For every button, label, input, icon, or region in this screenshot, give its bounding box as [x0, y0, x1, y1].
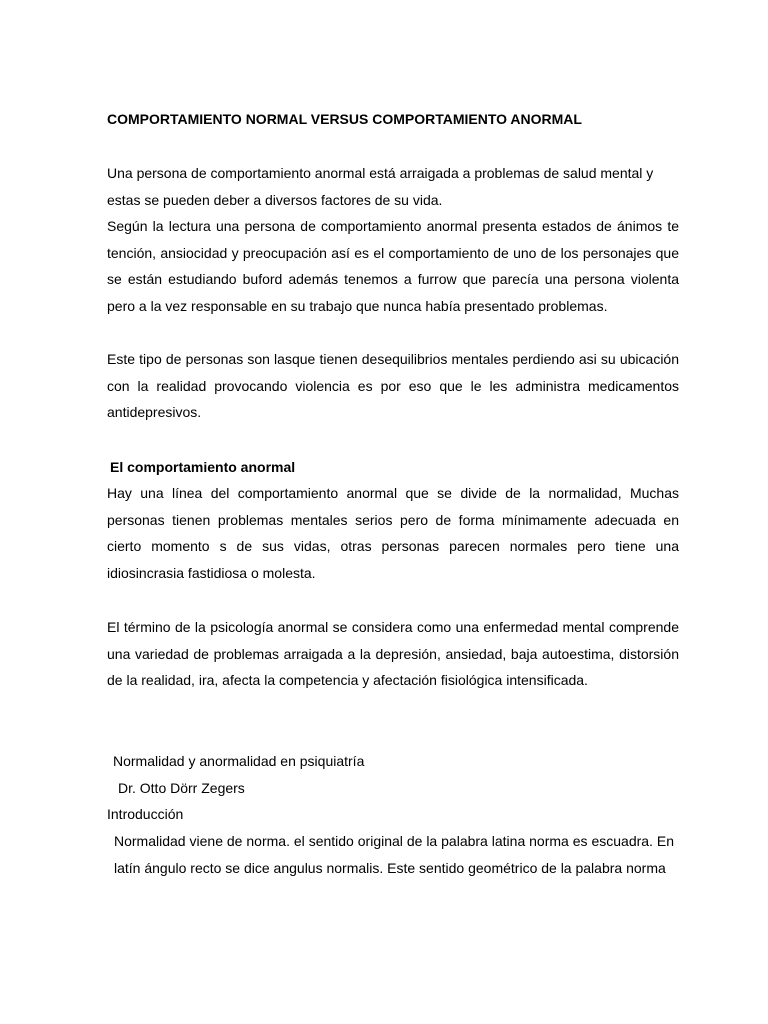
paragraph-line: Hay una línea del comportamiento anormal que se divide de la normalidad, Muchas personas tienen problemas mentales serios pero de forma mínimamente adecuada en cierto momento s de sus vidas, otras personas parecen normales pero tiene una idiosincrasia fastidiosa o molesta. [107, 485, 679, 581]
reference-title: Normalidad y anormalidad en psiquiatría [113, 753, 365, 769]
paragraph-normality: Normalidad viene de norma. el sentido original de la palabra latina norma es escuadra. En latín ángulo recto se dice angulus normalis. Este sentido geométrico de la palabra norma [114, 833, 674, 876]
paragraph-psychology: El término de la psicología anormal se considera como una enfermedad mental comprende una variedad de problemas arraigada a la depresión, ansiedad, baja autoestima, distorsión de la realidad, ira, afecta la competencia y afectación fisiológica intensificada. [107, 619, 679, 689]
section-heading: El comportamiento anormal [110, 459, 296, 475]
paragraph-intro: Una persona de comportamiento anormal está arraigada a problemas de salud mental y estas se pueden deber a diversos factores de su vida. [107, 165, 654, 208]
reference-author: Dr. Otto Dörr Zegers [118, 780, 245, 796]
document-title: COMPORTAMIENTO NORMAL VERSUS COMPORTAMIENTO ANORMAL [107, 111, 582, 127]
paragraph-reading: Según la lectura una persona de comportamiento anormal presenta estados de ánimos te tención, ansiocidad y preocupación así es el comportamiento de uno de los personajes que se están estudiando buford además tenemos a furrow que parecía una persona violenta pero a la vez responsable en su trabajo que nunca había presentado problemas. [107, 218, 679, 314]
reference-section: Introducción [107, 806, 184, 822]
paragraph-imbalance: Este tipo de personas son lasque tienen desequilibrios mentales perdiendo asi su ubicación con la realidad provocando violencia es por eso que le les administra medicamentos antidepresivos. [107, 351, 679, 421]
